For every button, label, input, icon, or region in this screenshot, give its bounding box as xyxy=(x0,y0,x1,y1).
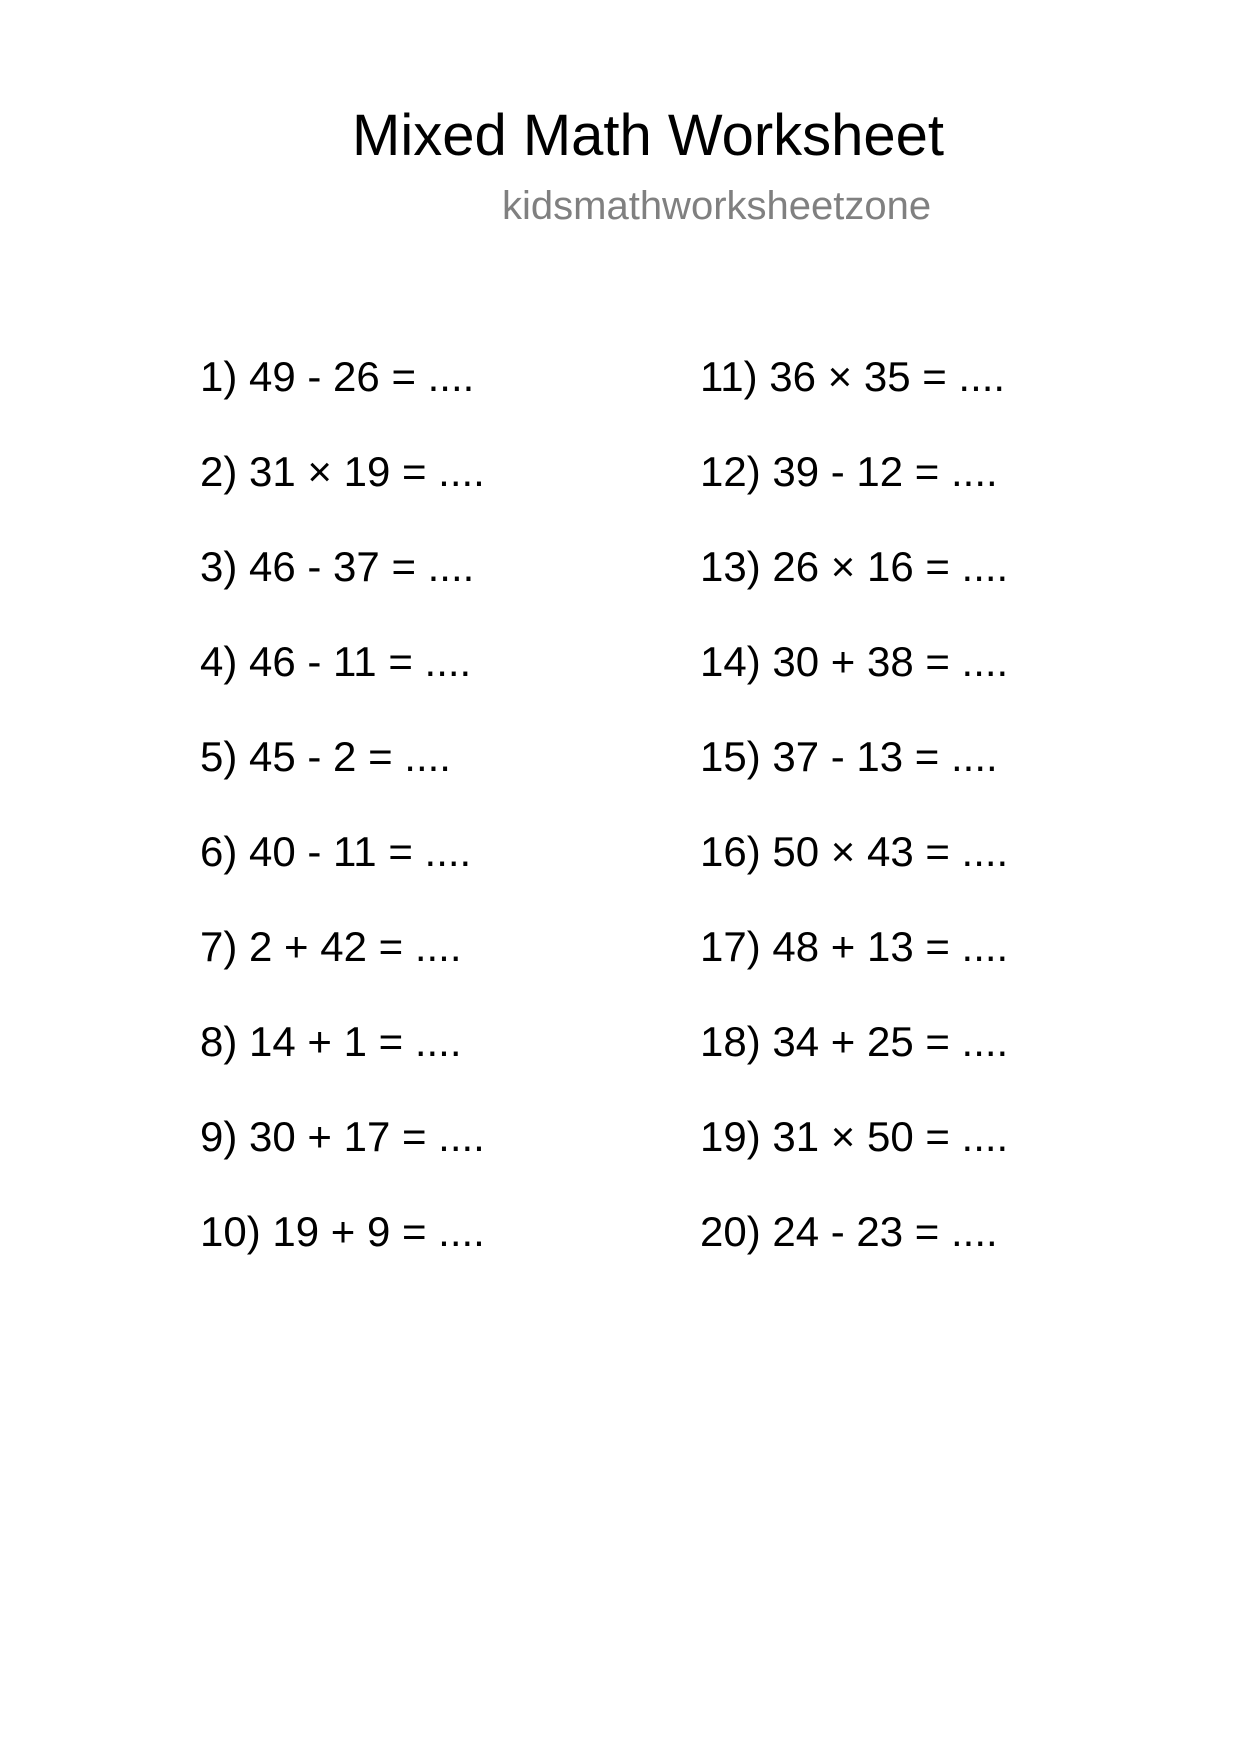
problem-item: 5) 45 - 2 = .... xyxy=(200,733,451,780)
problem-item: 12) 39 - 12 = .... xyxy=(700,448,998,495)
problem-item: 13) 26 × 16 = .... xyxy=(700,543,1009,590)
problem-item: 20) 24 - 23 = .... xyxy=(700,1208,998,1255)
problem-item: 3) 46 - 37 = .... xyxy=(200,543,475,590)
problems-left-column xyxy=(200,344,680,1294)
problem-item: 8) 14 + 1 = .... xyxy=(200,1018,462,1065)
worksheet-source: kidsmathworksheetzone xyxy=(502,184,932,228)
worksheet-title: Mixed Math Worksheet xyxy=(352,103,945,168)
problem-item: 14) 30 + 38 = .... xyxy=(700,638,1009,685)
problem-item: 2) 31 × 19 = .... xyxy=(200,448,485,495)
problem-item: 6) 40 - 11 = .... xyxy=(200,828,472,875)
problem-item: 1) 49 - 26 = .... xyxy=(200,353,475,400)
problem-item: 10) 19 + 9 = .... xyxy=(200,1208,485,1255)
problem-item: 15) 37 - 13 = .... xyxy=(700,733,998,780)
problem-item: 11) 36 × 35 = .... xyxy=(700,353,1006,400)
problems-right-column xyxy=(700,344,1180,1294)
problem-item: 9) 30 + 17 = .... xyxy=(200,1113,485,1160)
problem-item: 7) 2 + 42 = .... xyxy=(200,923,462,970)
problem-item: 19) 31 × 50 = .... xyxy=(700,1113,1009,1160)
problem-item: 16) 50 × 43 = .... xyxy=(700,828,1009,875)
problem-item: 18) 34 + 25 = .... xyxy=(700,1018,1009,1065)
problem-item: 17) 48 + 13 = .... xyxy=(700,923,1009,970)
problem-item: 4) 46 - 11 = .... xyxy=(200,638,472,685)
